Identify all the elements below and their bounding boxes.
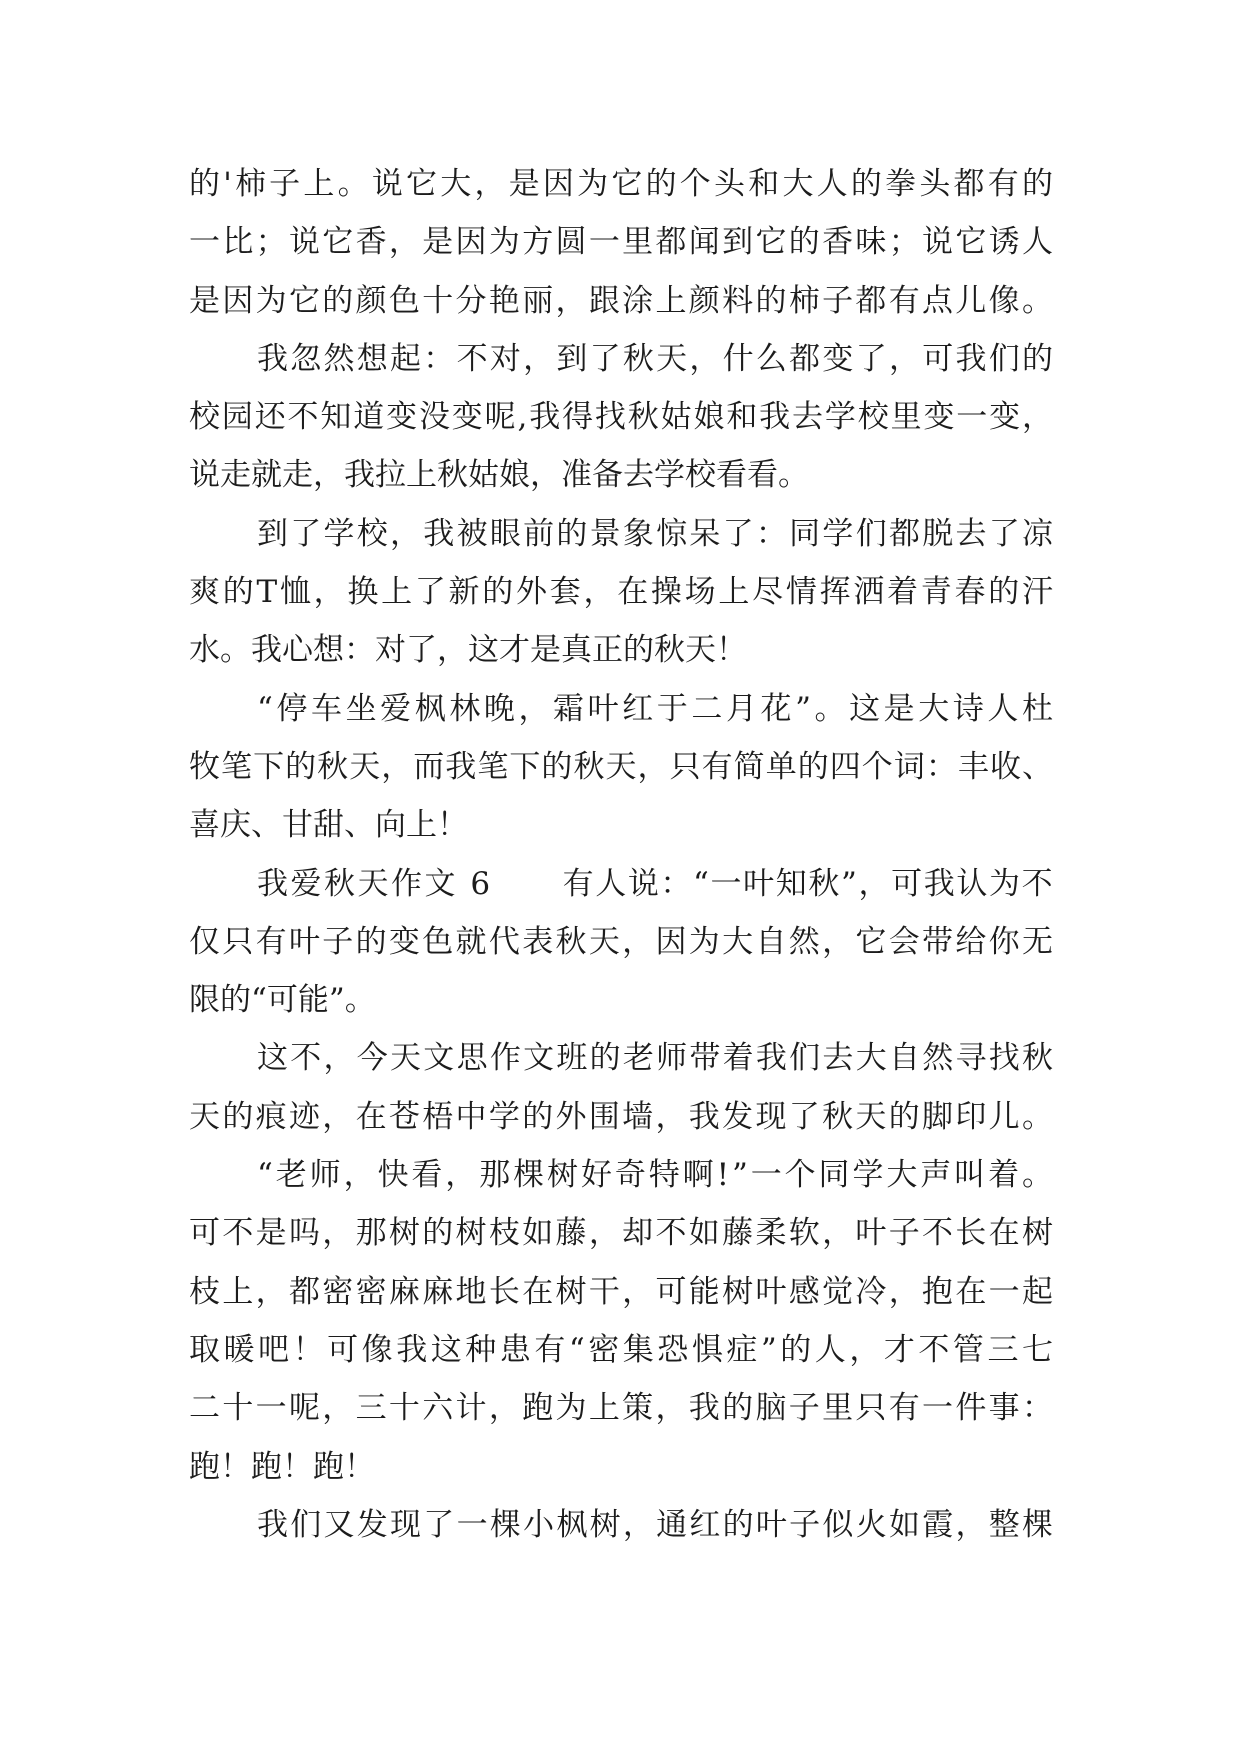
text-line: 水。我心想：对了，这才是真正的秋天！ — [189, 632, 747, 669]
paragraph — [189, 155, 1057, 330]
paragraph — [189, 1496, 1056, 1554]
text-line: 限的“可能”。 — [189, 982, 376, 1019]
text-line: 喜庆、甘甜、向上！ — [189, 807, 468, 844]
section-title: 我爱秋天作文 6 — [257, 865, 493, 902]
text-line: 爽的T恤，换上了新的外套，在操场上尽情挥洒着青春的汗 — [189, 574, 1056, 611]
text-line: 我们又发现了一棵小枫树，通红的叶子似火如霞，整棵 — [257, 1506, 1056, 1543]
text-line: 说走就走，我拉上秋姑娘，准备去学校看看。 — [189, 457, 809, 494]
paragraph — [189, 1146, 1057, 1496]
text-line: 的'柿子上。说它大，是因为它的个头和大人的拳头都有的 — [189, 166, 1057, 202]
text-line: 仅只有叶子的变色就代表秋天，因为大自然，它会带给你无 — [189, 923, 1056, 960]
text-line: 校园还不知道变没变呢,我得找秋姑娘和我去学校里变一变， — [189, 399, 1055, 436]
paragraph — [189, 680, 1057, 855]
title-line-rest — [563, 855, 1055, 913]
paragraph — [189, 1029, 1056, 1146]
text-line: “老师，快看，那棵树好奇特啊!”一个同学大声叫着。 — [257, 1157, 1056, 1194]
text-line: 二十一呢，三十六计，跑为上策，我的脑子里只有一件事： — [189, 1390, 1056, 1427]
text-line: 牧笔下的秋天，而我笔下的秋天，只有简单的四个词：丰收、 — [189, 748, 1055, 785]
text-line: 这不，今天文思作文班的老师带着我们去大自然寻找秋 — [257, 1040, 1056, 1077]
text-line: 到了学校，我被眼前的景象惊呆了：同学们都脱去了凉 — [257, 515, 1056, 552]
document-body — [189, 155, 1057, 1554]
text-line: 跑！跑！跑！ — [189, 1448, 375, 1485]
paragraph — [189, 330, 1056, 505]
text-line: 是因为它的颜色十分艳丽，跟涂上颜料的柿子都有点儿像。 — [189, 282, 1056, 319]
text-line: 枝上，都密密麻麻地长在树干，可能树叶感觉冷，抱在一起 — [189, 1273, 1056, 1310]
text-line: 可不是吗，那树的树枝如藤，却不如藤柔软，叶子不长在树 — [189, 1215, 1056, 1252]
paragraph — [189, 855, 1056, 1030]
text-line: “停车坐爱枫林晚，霜叶红于二月花”。这是大诗人杜 — [257, 690, 1057, 727]
text-line: 天的痕迹，在苍梧中学的外围墙，我发现了秋天的脚印儿。 — [189, 1098, 1056, 1135]
text-line: 我忽然想起：不对，到了秋天，什么都变了，可我们的 — [257, 340, 1056, 377]
text-line: 取暖吧！可像我这种患有“密集恐惧症”的人，才不管三七 — [189, 1331, 1057, 1368]
text-line: 有人说：“一叶知秋”，可我认为不 — [562, 865, 1055, 902]
text-line: 一比；说它香，是因为方圆一里都闻到它的香味；说它诱人 — [189, 224, 1056, 261]
paragraph — [189, 505, 1056, 680]
